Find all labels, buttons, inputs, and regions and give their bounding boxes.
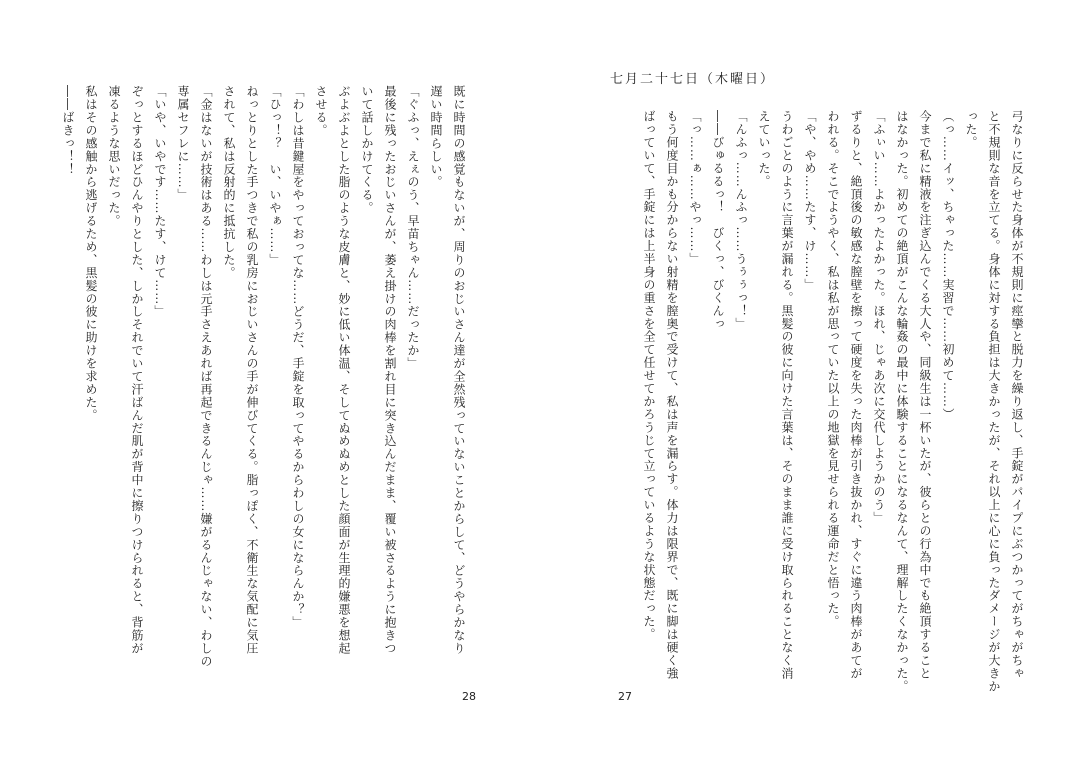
text-line: 凍るような思いだった。 xyxy=(107,85,121,228)
text-line: されて、私は反射的に抵抗した。 xyxy=(222,85,236,280)
text-line: 「んふっ……んふっ……うぅぅっ！」 xyxy=(734,110,748,331)
text-line: われる。そこでようやく、私は私が思っていた以上の地獄を見せられる運命だと悟った。 xyxy=(826,110,840,628)
right-page-text xyxy=(608,110,1028,693)
text-line: と不規則な音を立てる。身体に対する負担は大きかったが、それ以上に心に負ったダメージが大きか xyxy=(987,110,1001,693)
text-line: 「ひっ！？ い、いやぁ……」 xyxy=(268,85,282,267)
text-line: ――びゅるるっ！ びくっ、びくんっ xyxy=(711,110,725,331)
text-line: 「や、やめ……たす、け……」 xyxy=(803,110,817,292)
text-line: 「っ……ぁ……やっ……」 xyxy=(688,110,702,266)
text-line: 「いや、いやです……たす、けて……」 xyxy=(153,85,167,319)
text-line: ずるりと、絶頂後の敏感な膣壁を擦って硬度を失った肉棒が引き抜かれ、すぐに違う肉棒があてが xyxy=(849,110,863,680)
text-line: 最後に残ったおじいさんが、萎え掛けの肉棒を割れ目に突き込んだまま、覆い被さるように抱きつ xyxy=(383,85,397,655)
text-line: 専属セフレに……」 xyxy=(176,85,190,202)
text-line: ――ばきっ！！ xyxy=(61,85,75,176)
text-line: ぶよぶよとした脂のような皮膚と、妙に低い体温、そしてぬめぬめとした顔面が生理的嫌悪を想起 xyxy=(337,85,351,655)
text-line: ぞっとするほどひんやりとした、しかしそれでいて汗ばんだ肌が背中に擦りつけられると、背筋が xyxy=(130,85,144,655)
text-line: 私はその感触から逃げるため、黒髪の彼に助けを求めた。 xyxy=(84,85,98,422)
text-line: はなかった。初めての絶頂がこんな輪姦の最中に体験することになるなんて、理解したくなかった。 xyxy=(895,110,909,693)
text-line: 「ぐふっ、えぇのう、早苗ちゃん……だったか」 xyxy=(406,85,420,370)
right-page xyxy=(540,0,1080,764)
left-page-text xyxy=(61,85,470,668)
text-line: もう何度目かも分からない射精を膣奥で受けて、私は声を漏らす。体力は限界で、既に脚は硬く強 xyxy=(665,110,679,680)
text-line: うわごとのように言葉が漏れる。黒髪の彼に向けた言葉は、そのまま誰に受け取られることなく消 xyxy=(780,110,794,680)
chapter-heading: 七月二十七日（木曜日） xyxy=(610,72,776,87)
text-line: いて話しかけてくる。 xyxy=(360,85,374,215)
text-line: （っ……イッ、ちゃった……実習で……初めて……） xyxy=(941,110,955,421)
text-line: させる。 xyxy=(314,85,328,137)
page-number-right: 27 xyxy=(618,690,632,703)
text-line: えていった。 xyxy=(757,110,771,188)
text-line: 遅い時間らしい。 xyxy=(429,85,443,189)
text-line: 「ふぃい……よかったよかった。ほれ、じゃあ次に交代しようかのう」 xyxy=(872,110,886,525)
page-number-left: 28 xyxy=(462,690,476,703)
text-line: 今まで私に精液を注ぎ込んでくる大人や、同級生は一杯いたが、彼らとの行為中でも絶頂すること xyxy=(918,110,932,680)
text-line: ばっていて、手錠には上半身の重さを全て任せてかろうじて立っているような状態だった。 xyxy=(642,110,656,641)
text-line: 「わしは昔鍵屋をやっておってな……どうだ、手錠を取ってやるからわしの女にならんか？」 xyxy=(291,85,305,629)
text-line: 弓なりに反らせた身体が不規則に痙攣と脱力を繰り返し、手錠がパイプにぶつかってがちゃがちゃ xyxy=(1010,110,1024,680)
text-line: 「金はないが技術はある……わしは元手さえあれば再起できるんじゃ……嫌がるんじゃない、わしの xyxy=(199,85,213,668)
text-line: ねっとりとした手つきで私の乳房におじいさんの手が伸びてくる。脂っぽく、不衛生な気配に気圧 xyxy=(245,85,259,655)
text-line: 既に時間の感覚もないが、周りのおじいさん達が全然残っていないことからして、どうやらかなり xyxy=(452,85,466,655)
text-line: った。 xyxy=(964,110,978,149)
